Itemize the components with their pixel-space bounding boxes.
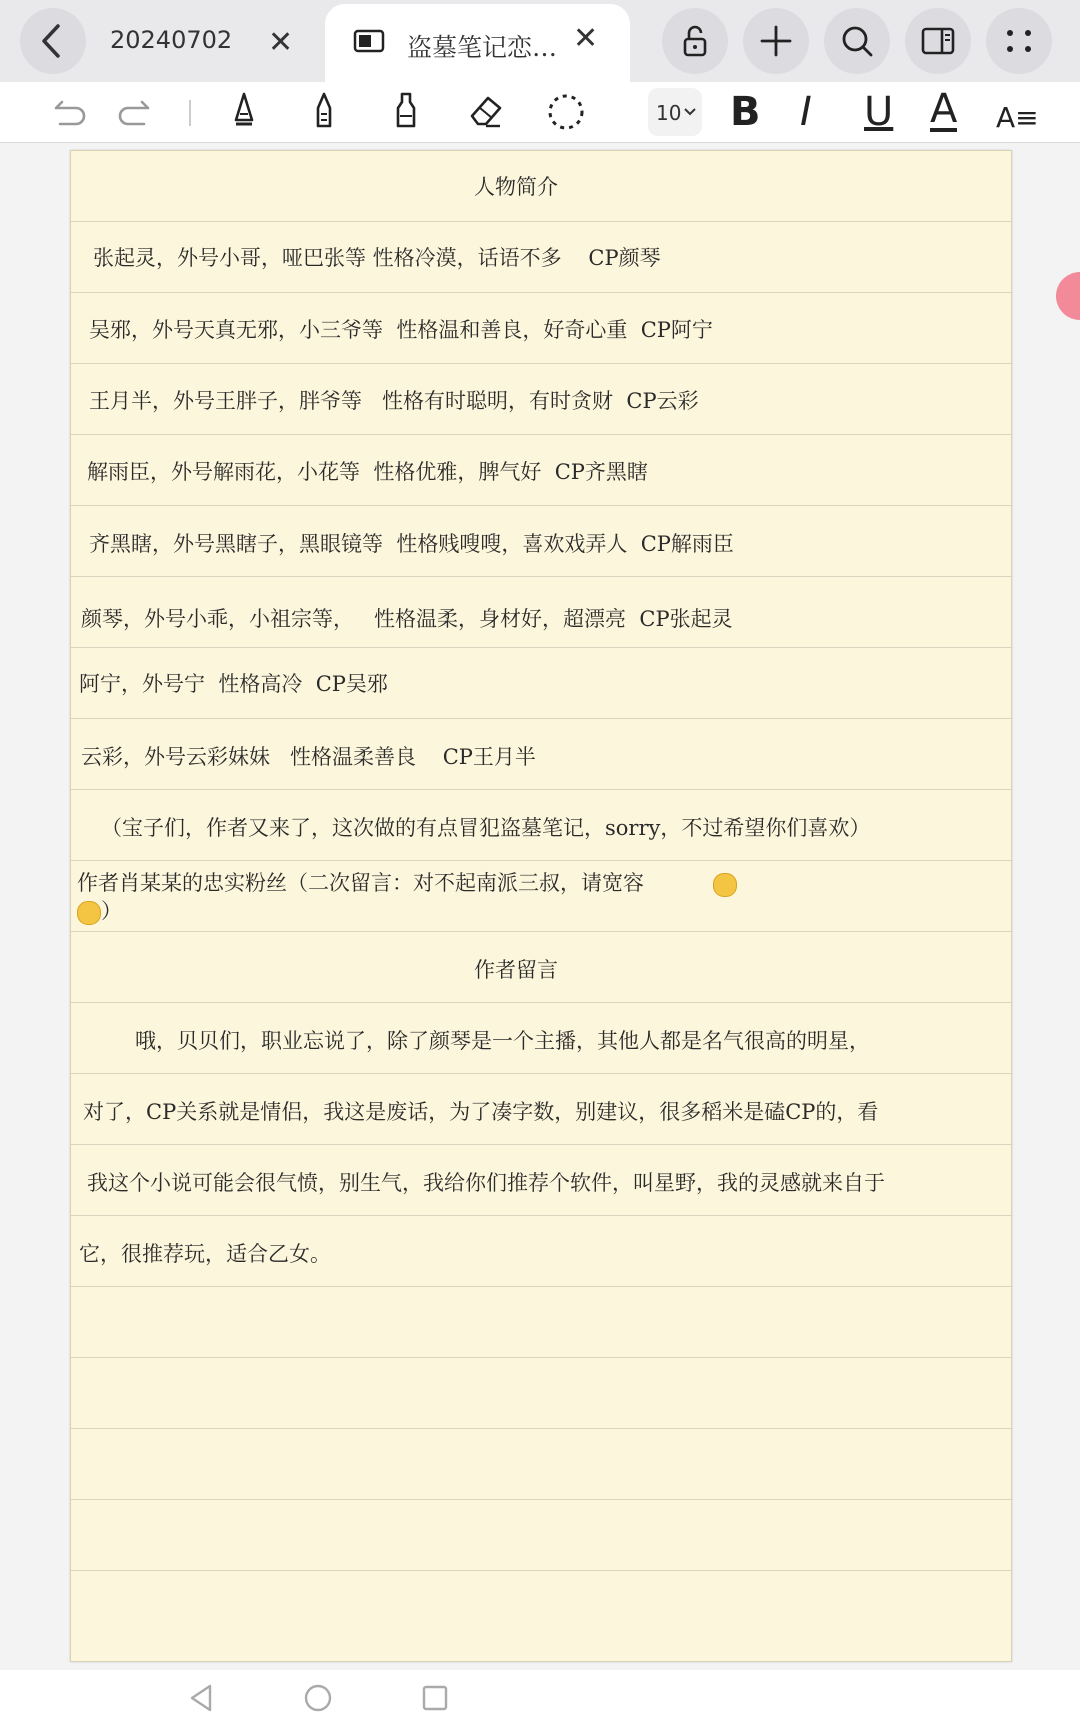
text-format-button[interactable]: A≡ — [996, 101, 1039, 134]
note-line: （宝子们，作者又来了，这次做的有点冒犯盗墓笔记，sorry，不过希望你们喜欢） — [71, 790, 1011, 861]
back-icon — [20, 8, 86, 74]
tablet-icon — [353, 28, 385, 54]
undo-icon — [48, 86, 88, 138]
tab-bar — [0, 0, 1080, 82]
note-line: 哦，贝贝们，职业忘说了，除了颜琴是一个主播，其他人都是名气很高的明星， — [71, 1003, 1011, 1074]
pleading-emoji-icon — [713, 873, 737, 897]
note-line: 它，很推荐玩，适合乙女。 — [71, 1216, 1011, 1287]
note-line: 齐黑瞎，外号黑瞎子，黑眼镜等 性格贱嗖嗖，喜欢戏弄人 CP解雨臣 — [71, 506, 1011, 577]
note-line: 云彩，外号云彩妹妹 性格温柔善良 CP王月半 — [71, 719, 1011, 790]
back-button[interactable] — [20, 8, 86, 74]
pleading-emoji-icon — [77, 901, 101, 925]
note-line-empty — [71, 1287, 1011, 1358]
toolbar-divider — [189, 100, 191, 126]
floating-assistant-button[interactable] — [1056, 272, 1080, 320]
tab-close-button[interactable]: ✕ — [573, 21, 599, 56]
sidebar-toggle-button[interactable] — [905, 8, 971, 74]
lasso-tool[interactable] — [546, 86, 586, 138]
pen-icon — [228, 86, 260, 138]
note-line: 王月半，外号王胖子，胖爷等 性格有时聪明，有时贪财 CP云彩 — [71, 364, 1011, 435]
lock-button[interactable] — [662, 8, 728, 74]
note-line — [71, 151, 1011, 222]
chevron-down-icon — [684, 108, 696, 116]
character-intro-heading: 人物简介 — [474, 175, 558, 199]
redo-icon — [116, 86, 156, 138]
author-note-heading: 作者留言 — [474, 958, 558, 982]
lasso-icon — [546, 86, 586, 138]
eraser-icon — [466, 86, 506, 138]
note-line: 阿宁，外号宁 性格高冷 CP吴邪 — [71, 648, 1011, 719]
tab-label: 20240702 — [110, 26, 233, 54]
marker-icon — [390, 86, 422, 138]
text-color-button[interactable]: A — [930, 86, 958, 132]
editing-toolbar — [0, 82, 1080, 143]
tab-close-button[interactable]: ✕ — [268, 25, 294, 60]
bold-button[interactable]: B — [730, 89, 761, 135]
note-line-empty — [71, 1429, 1011, 1500]
note-line: 我这个小说可能会很气愤，别生气，我给你们推荐个软件，叫星野，我的灵感就来自于 — [71, 1145, 1011, 1216]
nav-home-icon[interactable] — [302, 1682, 334, 1714]
note-line: 张起灵，外号小哥，哑巴张等 性格冷漠，话语不多 CP颜琴 — [71, 222, 1011, 293]
tab-active-document[interactable] — [325, 4, 630, 82]
note-line-empty — [71, 1358, 1011, 1429]
nav-back-icon[interactable] — [186, 1682, 216, 1714]
nav-recents-icon[interactable] — [420, 1682, 450, 1714]
marker-tool[interactable] — [390, 86, 422, 138]
unlock-icon — [677, 23, 713, 59]
note-line: 吴邪，外号天真无邪，小三爷等 性格温和善良，好奇心重 CP阿宁 — [71, 293, 1011, 364]
undo-button[interactable] — [48, 86, 88, 138]
note-line: 作者肖某某的忠实粉丝（二次留言：对不起南派三叔，请宽容 ） — [71, 861, 1011, 932]
more-icon — [1001, 23, 1037, 59]
note-line: 颜琴，外号小乖，小祖宗等， 性格温柔，身材好，超漂亮 CP张起灵 — [71, 577, 1011, 648]
add-button[interactable] — [743, 8, 809, 74]
pencil-tool[interactable] — [308, 86, 340, 138]
font-size-value: 10 — [656, 101, 682, 125]
plus-icon — [758, 23, 794, 59]
sidebar-icon — [920, 23, 956, 59]
italic-button[interactable]: I — [800, 89, 812, 135]
tab-20240702[interactable] — [96, 8, 316, 82]
redo-button[interactable] — [116, 86, 156, 138]
note-line: 对了，CP关系就是情侣，我这是废话，为了凑字数，别建议，很多稻米是磕CP的，看 — [71, 1074, 1011, 1145]
font-size-select[interactable] — [648, 88, 702, 136]
system-nav-bar — [0, 1670, 1080, 1728]
pencil-icon — [308, 86, 340, 138]
pen-tool[interactable] — [228, 86, 260, 138]
search-button[interactable] — [824, 8, 890, 74]
note-line: 解雨臣，外号解雨花，小花等 性格优雅，脾气好 CP齐黑瞎 — [71, 435, 1011, 506]
note-line-empty — [71, 1500, 1011, 1571]
search-icon — [839, 23, 875, 59]
eraser-tool[interactable] — [466, 86, 506, 138]
note-page[interactable] — [70, 150, 1012, 1662]
note-line — [71, 932, 1011, 1003]
note-line-empty — [71, 1571, 1011, 1642]
more-button[interactable] — [986, 8, 1052, 74]
underline-button[interactable]: U — [864, 89, 894, 135]
tab-label: 盗墓笔记恋… — [407, 33, 558, 62]
